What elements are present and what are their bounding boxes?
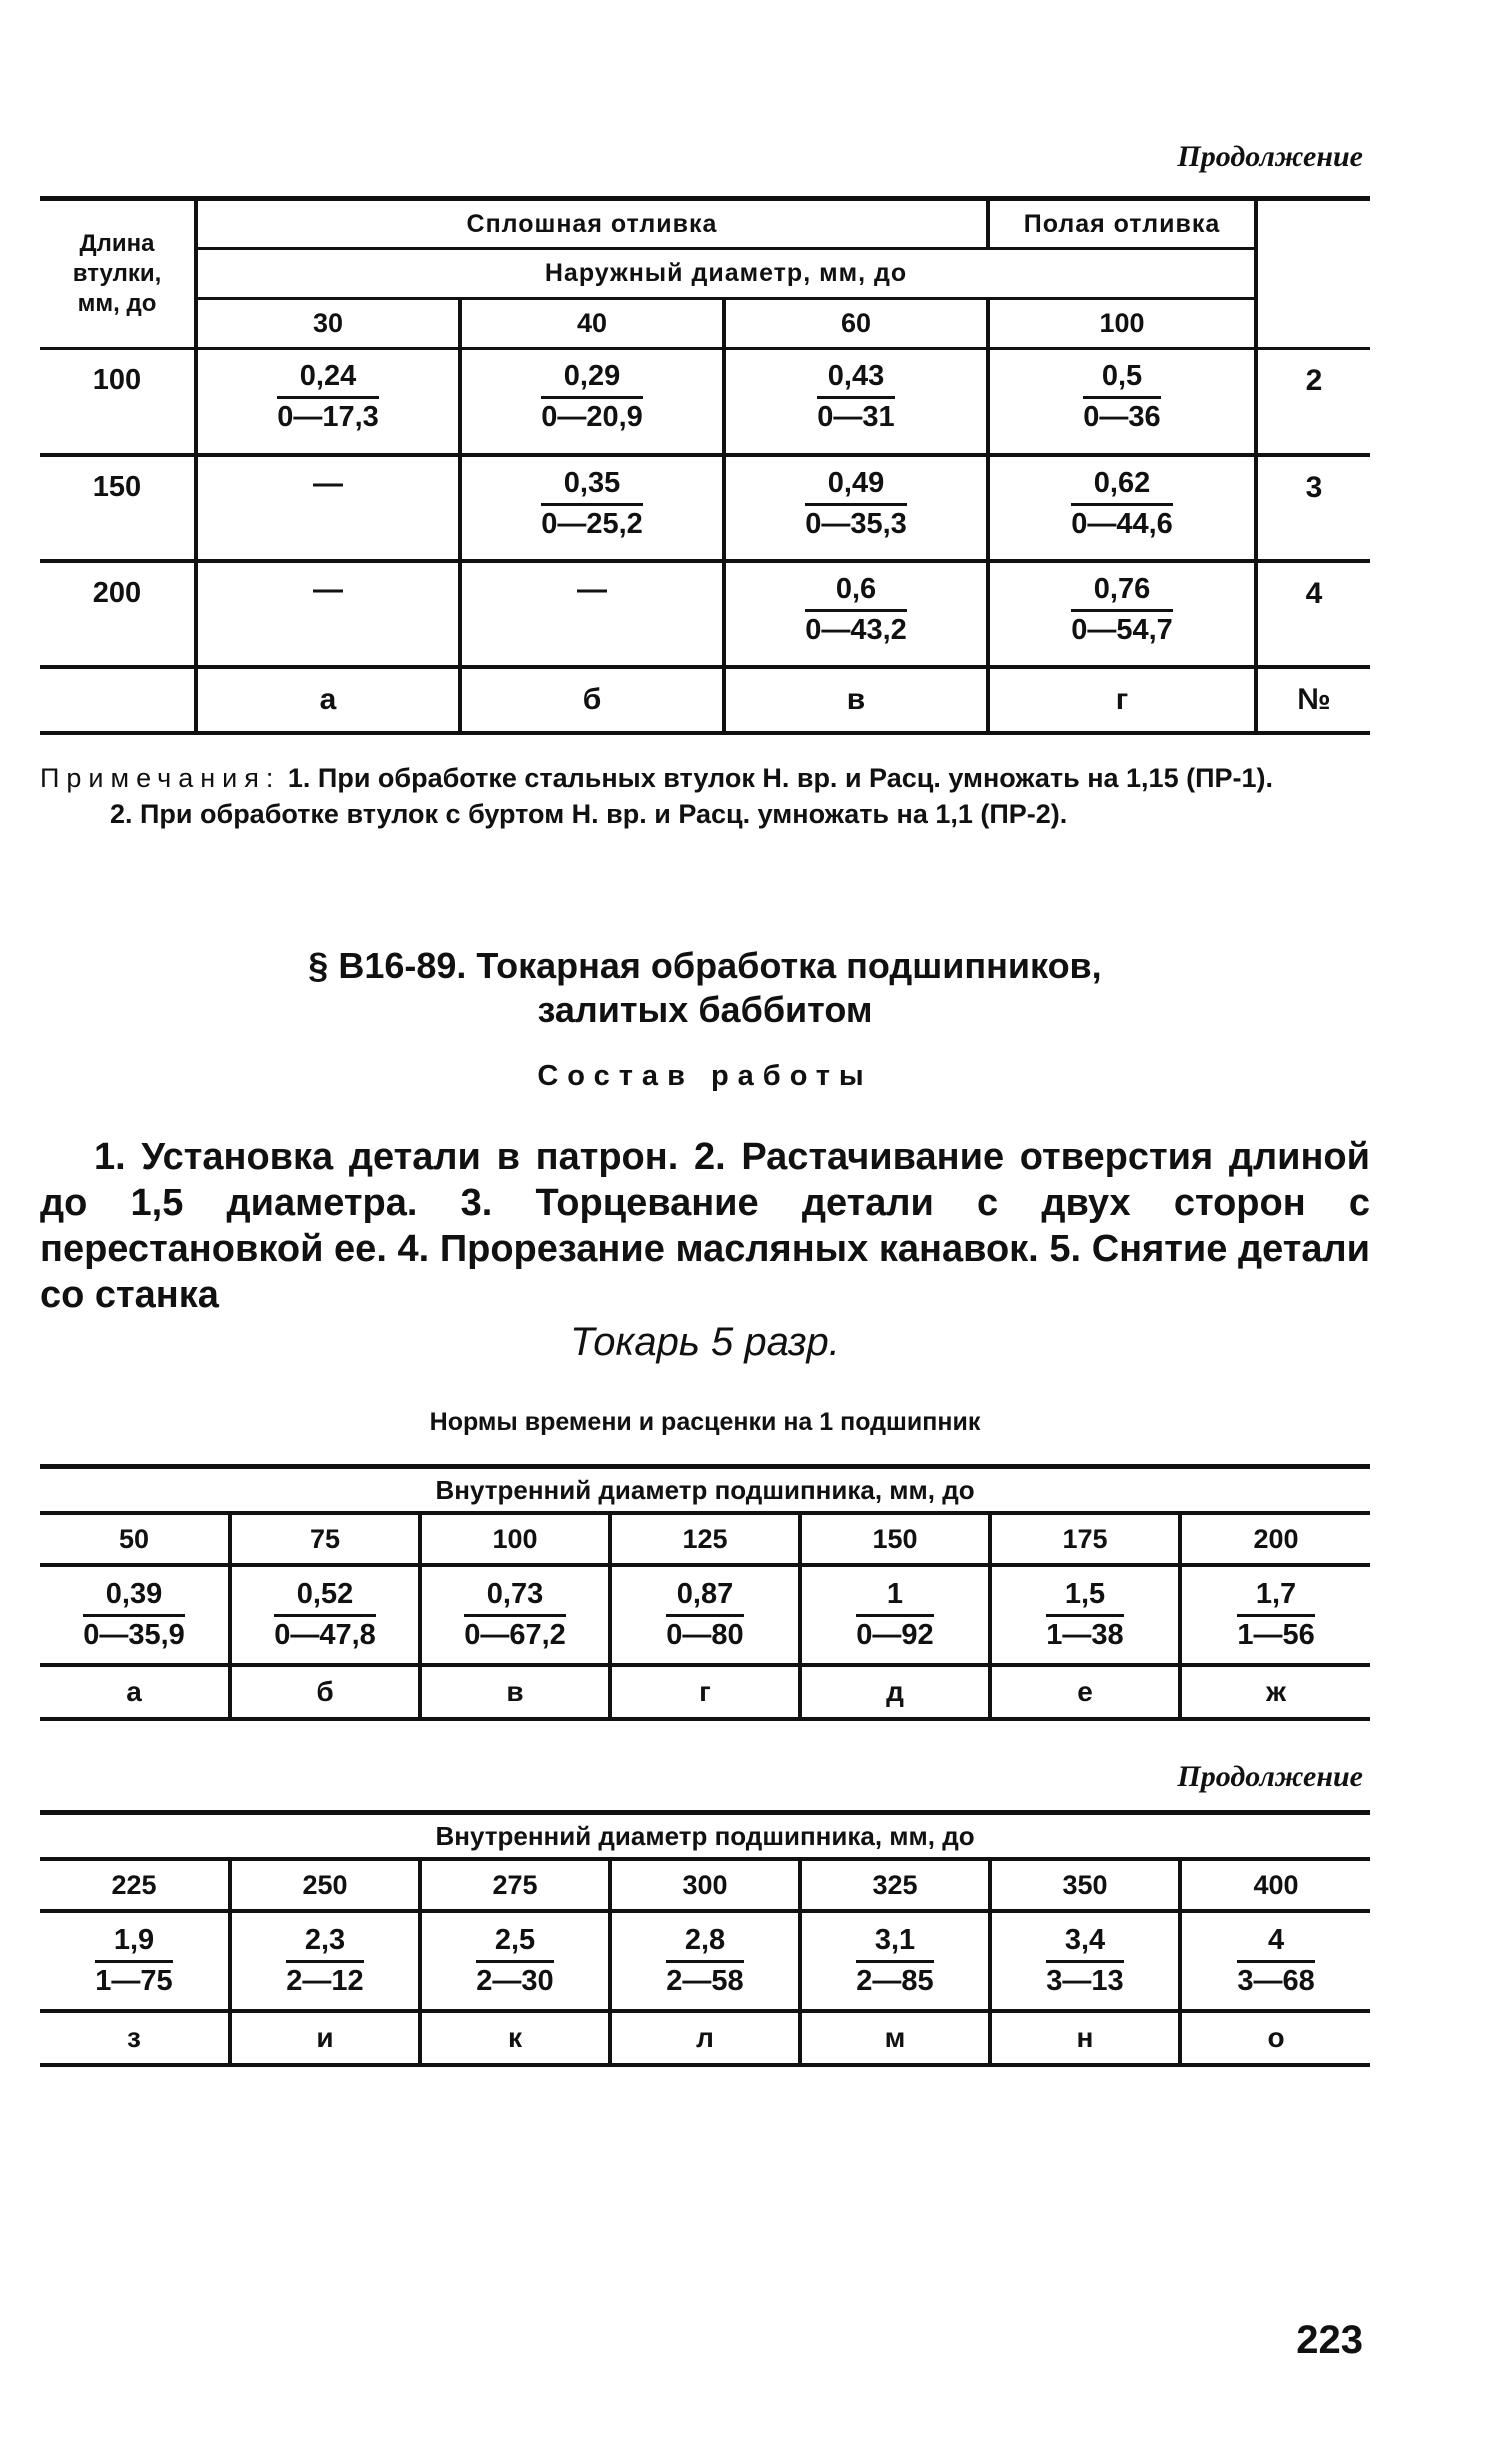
- column-letter: и: [230, 2011, 420, 2065]
- rate: 1—56: [1237, 1619, 1315, 1651]
- time-norm: 0,87: [666, 1578, 743, 1617]
- norm-cell: [800, 1565, 990, 1665]
- rate: 3—13: [1046, 1965, 1124, 1997]
- rate: 2—58: [666, 1965, 744, 1997]
- time-norm: 1,9: [95, 1924, 172, 1963]
- hollow-casting-header: Полая отливка: [988, 199, 1256, 249]
- note-1-text: 1. При обработке стальных втулок Н. вр. и Расц. умножать на 1,15 (ПР-1).: [287, 763, 1273, 793]
- norm-cell: [988, 455, 1256, 561]
- norm-cell: [990, 1911, 1180, 2011]
- norm-cell: [460, 349, 724, 455]
- value-row: [40, 1565, 1370, 1665]
- diameter-row: [40, 1859, 1370, 1911]
- diameter-cell: 100: [988, 299, 1256, 349]
- norm-cell: [990, 1565, 1180, 1665]
- diameter-cell: 30: [196, 299, 460, 349]
- time-norm: 0,49: [805, 467, 907, 506]
- bearing-norms-table: [40, 1464, 1370, 1721]
- time-norm: 1: [856, 1578, 933, 1617]
- norm-cell: [196, 455, 460, 561]
- norm-cell: [40, 1565, 230, 1665]
- diameter-cell: 350: [990, 1859, 1180, 1911]
- solid-casting-header: Сплошная отливка: [196, 199, 988, 249]
- time-norm: 0,62: [1071, 467, 1173, 506]
- row-number: 3: [1256, 455, 1370, 561]
- page-number: 223: [1296, 2318, 1363, 2362]
- column-letter: ж: [1180, 1665, 1370, 1719]
- length-header-line: Длина: [79, 230, 155, 257]
- number-column-header: [1256, 199, 1370, 349]
- empty-dash: —: [313, 466, 343, 500]
- column-letter: а: [126, 1676, 142, 1707]
- length-cell: 100: [40, 349, 196, 455]
- norm-cell: [800, 1911, 990, 2011]
- empty-dash: —: [313, 572, 343, 606]
- time-norm: 4: [1237, 1924, 1314, 1963]
- time-norm: 0,6: [805, 573, 907, 612]
- rate: 2—12: [286, 1965, 364, 1997]
- time-norm: 3,1: [856, 1924, 933, 1963]
- norm-cell: [460, 455, 724, 561]
- diameter-cell: 100: [420, 1513, 610, 1565]
- rate: 0—35,3: [805, 507, 907, 540]
- norm-cell: [230, 1911, 420, 2011]
- rate: 0—47,8: [274, 1619, 376, 1651]
- composition-heading: Состав работы: [537, 1060, 873, 1092]
- column-letter: в: [724, 667, 988, 733]
- length-cell: 200: [40, 561, 196, 667]
- norm-cell: [420, 1911, 610, 2011]
- time-norm: 0,5: [1083, 360, 1160, 399]
- norm-cell: [460, 561, 724, 667]
- empty-cell: [40, 667, 196, 733]
- rate: 0—20,9: [541, 401, 643, 433]
- time-norm: 0,35: [541, 467, 643, 506]
- row-number: 4: [1256, 561, 1370, 667]
- length-header-line: втулки,: [72, 260, 162, 287]
- time-norm: 0,24: [277, 360, 379, 399]
- inner-diameter-header: Внутренний диаметр подшипника, мм, до: [40, 1467, 1370, 1514]
- continuation-label: Продолжение: [1177, 1760, 1363, 1793]
- diameter-cell: 400: [1180, 1859, 1370, 1911]
- diameter-cell: 75: [230, 1513, 420, 1565]
- column-letter: в: [420, 1665, 610, 1719]
- rate: 2—85: [856, 1965, 934, 1997]
- norm-cell: [230, 1565, 420, 1665]
- length-header: [40, 199, 196, 349]
- norm-cell: [1180, 1911, 1370, 2011]
- section-title-line-1: § В16-89. Токарная обработка подшипников,: [308, 945, 1102, 986]
- norm-cell: [724, 455, 988, 561]
- bearing-norms-table-continued: [40, 1810, 1370, 2067]
- column-letter: б: [230, 1665, 420, 1719]
- time-norm: 2,5: [476, 1924, 553, 1963]
- rate: 0—17,3: [277, 401, 379, 433]
- time-norm: 0,43: [817, 360, 894, 399]
- diameter-cell: 150: [800, 1513, 990, 1565]
- diameter-cell: 250: [230, 1859, 420, 1911]
- column-letter: л: [610, 2011, 800, 2065]
- notes-label: Примечания:: [40, 763, 281, 793]
- inner-diameter-header: Внутренний диаметр подшипника, мм, до: [40, 1813, 1370, 1860]
- row-number: 2: [1256, 349, 1370, 455]
- diameter-cell: 50: [40, 1513, 230, 1565]
- table-row: [40, 349, 1370, 455]
- value-row: [40, 1911, 1370, 2011]
- rate: 0—43,2: [805, 613, 907, 646]
- column-letter: а: [196, 667, 460, 733]
- diameter-cell: 40: [460, 299, 724, 349]
- column-letter: д: [800, 1665, 990, 1719]
- note-1: [40, 760, 1370, 796]
- time-norm: 0,76: [1071, 573, 1173, 612]
- length-cell: 150: [40, 455, 196, 561]
- norm-cell: [988, 561, 1256, 667]
- norm-cell: [610, 1911, 800, 2011]
- norm-cell: [610, 1565, 800, 1665]
- rate: 0—44,6: [1071, 507, 1173, 540]
- diameter-cell: 325: [800, 1859, 990, 1911]
- section-title: [40, 944, 1370, 1032]
- note-2: 2. При обработке втулок с буртом Н. вр. и Расц. умножать на 1,1 (ПР-2).: [110, 799, 1068, 829]
- norm-cell: [1180, 1565, 1370, 1665]
- column-letter: н: [990, 2011, 1180, 2065]
- diameter-cell: 175: [990, 1513, 1180, 1565]
- norm-cell: [724, 561, 988, 667]
- composition-text: 1. Установка детали в патрон. 2. Растачивание отверстия длиной до 1,5 диаметра. 3. Торцевание детали с двух сторон с перестановкой ее. 4. Прорезание масляных канавок. 5. Снятие детали со станка: [40, 1136, 1370, 1316]
- norm-cell: [988, 349, 1256, 455]
- rate: 0—92: [856, 1619, 934, 1651]
- worker-grade: Токарь 5 разр.: [570, 1320, 840, 1364]
- column-letter: о: [1180, 2011, 1370, 2065]
- rate: 0—36: [1083, 401, 1161, 433]
- time-norm: 2,8: [666, 1924, 743, 1963]
- bushing-norms-table: [40, 196, 1370, 735]
- rate: 0—31: [817, 401, 895, 433]
- column-letter: м: [800, 2011, 990, 2065]
- diameter-cell: 225: [40, 1859, 230, 1911]
- diameter-cell: 300: [610, 1859, 800, 1911]
- number-label: №: [1256, 667, 1370, 733]
- norms-caption: Нормы времени и расценки на 1 подшипник: [429, 1408, 981, 1436]
- rate: 0—67,2: [464, 1619, 566, 1651]
- diameter-cell: 275: [420, 1859, 610, 1911]
- column-letter: б: [460, 667, 724, 733]
- diameter-cell: 60: [724, 299, 988, 349]
- column-letter: е: [990, 1665, 1180, 1719]
- column-letter: з: [127, 2022, 141, 2053]
- rate: 0—54,7: [1071, 613, 1173, 646]
- column-letter: г: [610, 1665, 800, 1719]
- section-title-line-2: залитых баббитом: [537, 989, 873, 1030]
- norm-cell: [420, 1565, 610, 1665]
- column-letter: к: [420, 2011, 610, 2065]
- rate: 1—38: [1046, 1619, 1124, 1651]
- norm-cell: [196, 561, 460, 667]
- diameter-cell: 200: [1180, 1513, 1370, 1565]
- table-row: [40, 561, 1370, 667]
- notes: [40, 760, 1370, 832]
- column-letter: г: [988, 667, 1256, 733]
- time-norm: 0,52: [274, 1578, 376, 1617]
- time-norm: 0,29: [541, 360, 643, 399]
- time-norm: 0,39: [83, 1578, 185, 1617]
- length-header-line: мм, до: [77, 290, 157, 317]
- time-norm: 2,3: [286, 1924, 363, 1963]
- norm-cell: [724, 349, 988, 455]
- letter-row: [40, 1665, 1370, 1719]
- rate: 1—75: [95, 1965, 173, 1997]
- time-norm: 0,73: [464, 1578, 566, 1617]
- empty-dash: —: [577, 572, 607, 606]
- rate: 2—30: [476, 1965, 554, 1997]
- rate: 0—35,9: [83, 1619, 185, 1651]
- diameter-cell: 125: [610, 1513, 800, 1565]
- time-norm: 3,4: [1046, 1924, 1123, 1963]
- time-norm: 1,7: [1237, 1578, 1314, 1617]
- rate: 0—25,2: [541, 507, 643, 540]
- outer-diameter-header: Наружный диаметр, мм, до: [196, 249, 1256, 299]
- norm-cell: [196, 349, 460, 455]
- rate: 0—80: [666, 1619, 744, 1651]
- letter-row: [40, 2011, 1370, 2065]
- letter-row: [40, 667, 1370, 733]
- table-row: [40, 455, 1370, 561]
- norm-cell: [40, 1911, 230, 2011]
- time-norm: 1,5: [1046, 1578, 1123, 1617]
- rate: 3—68: [1237, 1965, 1315, 1997]
- continuation-label: Продолжение: [1177, 140, 1363, 173]
- diameter-row: [40, 1513, 1370, 1565]
